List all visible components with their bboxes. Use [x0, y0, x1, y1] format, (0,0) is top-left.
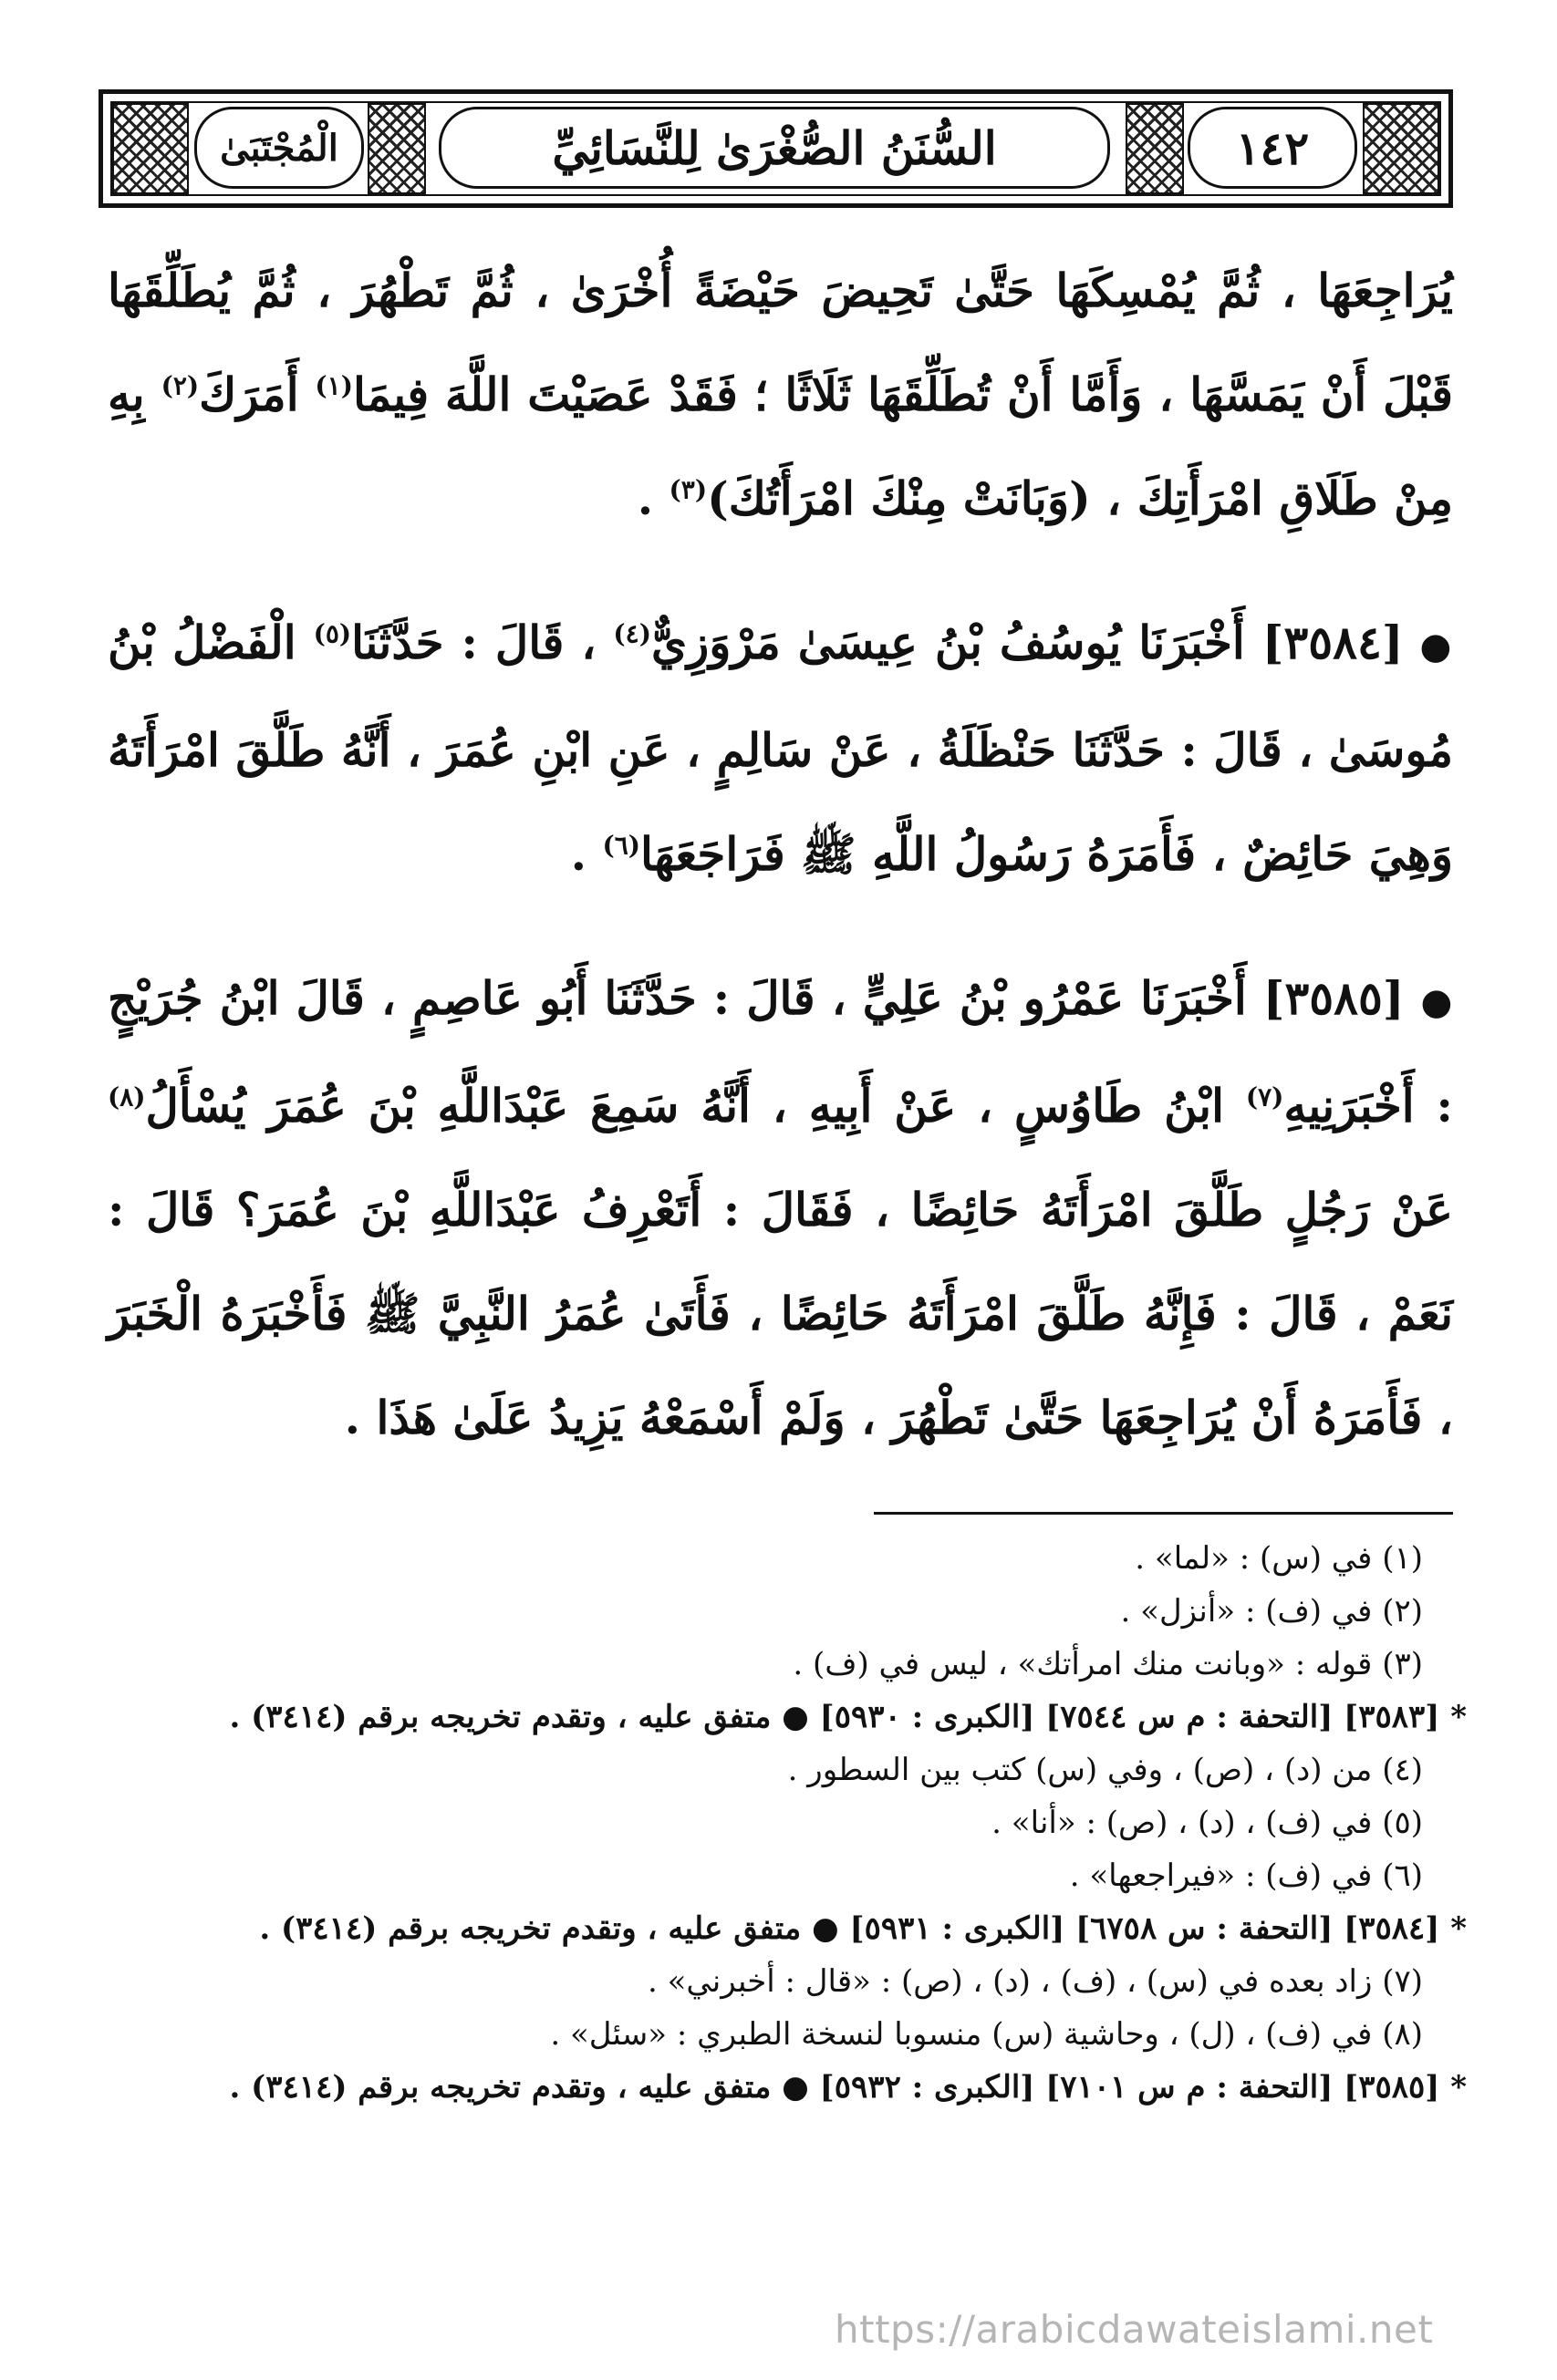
footnote-ref: (١)	[315, 370, 353, 401]
footnote-ref: (٨)	[108, 1081, 146, 1112]
footnote-ref: (٦)	[602, 830, 641, 861]
section-title: الْمُجْتَبَىٰ	[220, 126, 338, 170]
text-span: أَمَرَكَ	[199, 367, 299, 421]
page-number-cartouche	[1188, 107, 1357, 189]
footnote-ref: (٢)	[161, 370, 200, 401]
section-cartouche	[194, 107, 364, 189]
footnote-ref: (٥)	[313, 618, 352, 649]
footnote-ref: (٤)	[613, 618, 651, 649]
footnote-7: (٧) زاد بعده في (س) ، (ف) ، (د) ، (ص) : «قال : أخبرني» .	[648, 1963, 1423, 2000]
watermark-url: https://arabicdawateislami.net	[835, 2307, 1434, 2352]
paragraph-continuation	[108, 239, 1453, 551]
source-3585: * [٣٥٨٥] [التحفة : م س ٧١٠١] [الكبرى : ٥٩٣٢] ● متفق عليه ، وتقدم تخريجه برقم (٣٤١٤) .	[229, 2069, 1467, 2106]
text-span: [٣٥٨٥] أَخْبَرَنَا عَمْرُو بْنُ عَلِيٍّ ، قَالَ : حَدَّثَنَا أَبُو عَاصِمٍ ، قَالَ ابْنُ جُرَيْجٍ : أَخْبَرَنِيهِ	[108, 971, 1453, 1133]
text-span: .	[570, 827, 587, 881]
text-span: .	[637, 471, 654, 525]
footnote-2: (٢) في (ف) : «أنزل» .	[1120, 1593, 1423, 1630]
footnote-ref: (٧)	[1245, 1081, 1284, 1112]
footnotes	[108, 1532, 1467, 2114]
title-cartouche	[439, 107, 1110, 189]
source-3583: * [٣٥٨٣] [التحفة : م س ٧٥٤٤] [الكبرى : ٥٩٣٠] ● متفق عليه ، وتقدم تخريجه برقم (٣٤١٤) .	[229, 1699, 1467, 1735]
footnote-6: (٦) في (ف) : «فيراجعها» .	[1069, 1857, 1423, 1894]
text-span: ، قَالَ : حَدَّثَنَا	[351, 616, 597, 669]
page-header	[99, 89, 1453, 208]
hadith-3584	[108, 591, 1453, 906]
text-span: يُرَاجِعَهَا ، ثُمَّ يُمْسِكَهَا حَتَّىٰ تَحِيضَ حَيْضَةً أُخْرَىٰ ، ثُمَّ تَطْهُرَ ، ثُمَّ يُطَلِّقَهَا قَبْلَ أَنْ يَمَسَّهَا ، وَأَمَّا أَنْ تُطَلِّقَهَا ثَلَاثًا ؛ فَقَدْ عَصَيْتَ اللَّهَ فِيمَا	[108, 264, 1453, 421]
footnote-divider	[874, 1512, 1453, 1515]
page-number: ١٤٢	[1235, 120, 1310, 175]
footnote-4: (٤) من (د) ، (ص) ، وفي (س) كتب بين السطور .	[787, 1752, 1423, 1788]
source-3584: * [٣٥٨٤] [التحفة : س ٦٧٥٨] [الكبرى : ٥٩٣١] ● متفق عليه ، وتقدم تخريجه برقم (٣٤١٤) .	[259, 1910, 1467, 1947]
footnote-8: (٨) في (ف) ، (ل) ، وحاشية (س) منسوبا لنسخة الطبري : «سئل» .	[550, 2016, 1423, 2053]
hadith-3585	[108, 947, 1453, 1470]
text-span: ابْنُ طَاوُسٍ ، عَنْ أَبِيهِ ، أَنَّهُ سَمِعَ عَبْدَاللَّهِ بْنَ عُمَرَ يُسْأَلُ	[145, 1079, 1224, 1133]
footnote-5: (٥) في (ف) ، (د) ، (ص) : «أنا» .	[991, 1805, 1423, 1841]
bullet-icon: ●	[1420, 980, 1453, 1023]
header-ornament-left	[112, 103, 189, 194]
text-span: عَنْ رَجُلٍ طَلَّقَ امْرَأَتَهُ حَائِضًا ، فَقَالَ : أَتَعْرِفُ عَبْدَاللَّهِ بْنَ عُمَرَ؟ قَالَ : نَعَمْ ، قَالَ : فَإِنَّهُ طَلَّقَ امْرَأَتَهُ حَائِضًا ، فَأَتَىٰ عُمَرُ النَّبِيَّ ﷺ فَأَخْبَرَهُ الْخَبَرَ ، فَأَمَرَهُ أَنْ يُرَاجِعَهَا حَتَّىٰ تَطْهُرَ ، وَلَمْ أَسْمَعْهُ يَزِيدُ عَلَىٰ هَذَا .	[108, 1183, 1453, 1444]
text-span: بِهِ مِنْ طَلَاقِ امْرَأَتِكَ ، (وَبَانَتْ مِنْكَ امْرَأَتُكَ)	[108, 367, 1453, 525]
footnote-3: (٣) قوله : «وبانت منك امرأتك» ، ليس في (ف) .	[793, 1646, 1423, 1682]
main-text	[108, 239, 1453, 1470]
book-title: السُّنَنُ الصُّغْرَىٰ لِلنَّسَائِيِّ	[552, 120, 997, 175]
header-ornament-mid-left	[368, 103, 426, 194]
text-span: [٣٥٨٤] أَخْبَرَنَا يُوسُفُ بْنُ عِيسَىٰ مَرْوَزِيٌّ	[650, 616, 1404, 669]
footnote-ref: (٣)	[669, 474, 708, 505]
header-ornament-right	[1363, 103, 1439, 194]
header-ornament-mid-right	[1126, 103, 1184, 194]
bullet-icon: ●	[1419, 625, 1453, 667]
footnote-1: (١) في (س) : «لما» .	[1135, 1540, 1423, 1577]
text-span: الْفَضْلُ بْنُ مُوسَىٰ ، قَالَ : حَدَّثَنَا حَنْظَلَةُ ، عَنْ سَالِمٍ ، عَنِ ابْنِ عُمَرَ ، أَنَّهُ طَلَّقَ امْرَأَتَهُ وَهِيَ حَائِضٌ ، فَأَمَرَهُ رَسُولُ اللَّهِ ﷺ فَرَاجَعَهَا	[108, 616, 1453, 881]
